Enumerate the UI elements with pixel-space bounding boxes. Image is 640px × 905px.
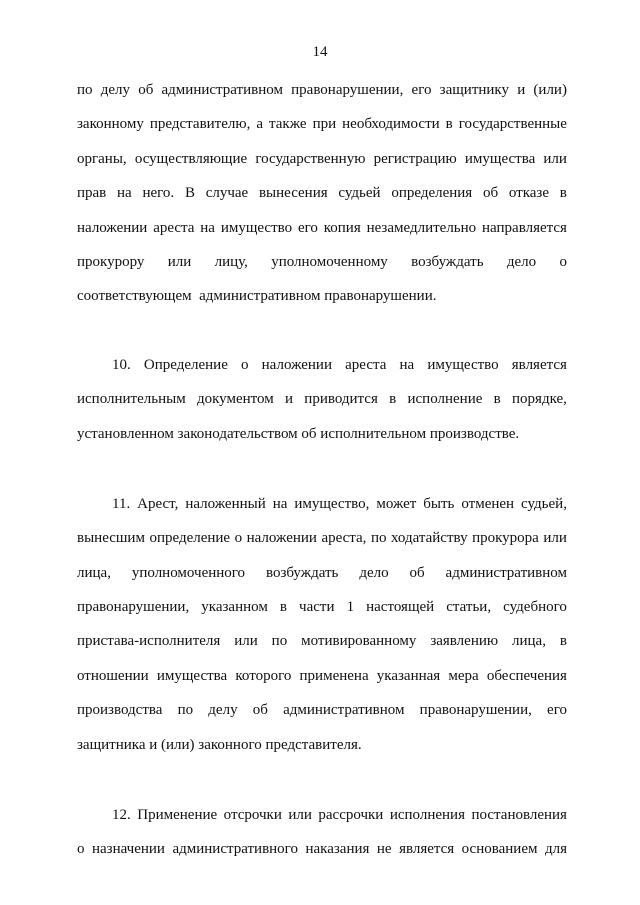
word: или bbox=[234, 633, 258, 650]
word: или bbox=[288, 807, 312, 824]
word: имущество, bbox=[294, 495, 370, 512]
word: в bbox=[445, 116, 453, 133]
word: основанием bbox=[461, 841, 538, 858]
word: производства bbox=[77, 702, 163, 719]
word: органы, bbox=[77, 150, 127, 167]
word: представителю, bbox=[149, 116, 251, 133]
document-body bbox=[77, 80, 567, 874]
word: него. bbox=[142, 185, 175, 202]
word: о bbox=[77, 841, 85, 858]
word: на bbox=[399, 356, 415, 373]
word: в bbox=[559, 185, 567, 202]
word: может bbox=[376, 495, 417, 512]
word: об bbox=[138, 82, 154, 98]
word: наложенный bbox=[185, 495, 266, 512]
word: по bbox=[370, 530, 387, 547]
word: документом bbox=[196, 391, 274, 408]
word: и bbox=[517, 82, 526, 98]
word: на bbox=[272, 495, 288, 512]
text-line bbox=[77, 839, 567, 873]
word: отсрочки bbox=[223, 807, 282, 824]
word: дело bbox=[506, 253, 537, 270]
word: исполнение bbox=[407, 391, 483, 408]
word: ареста bbox=[153, 219, 195, 236]
word: о bbox=[241, 356, 249, 373]
word: имущество bbox=[427, 356, 499, 373]
word: направляется bbox=[482, 219, 567, 236]
word: правонарушении, bbox=[77, 599, 190, 616]
word: определения bbox=[391, 185, 473, 202]
word: наложении bbox=[261, 356, 332, 373]
page-number: 14 bbox=[312, 44, 328, 60]
word: регистрацию bbox=[373, 150, 457, 167]
word: Определение bbox=[143, 356, 228, 373]
word: ходатайству bbox=[390, 530, 468, 547]
word: законному bbox=[77, 116, 144, 133]
word: наказания bbox=[305, 841, 370, 858]
word: имущество bbox=[220, 219, 293, 236]
word: уполномоченному bbox=[271, 253, 388, 270]
word: его bbox=[297, 219, 318, 236]
word: является bbox=[511, 356, 567, 373]
word: не bbox=[376, 841, 392, 858]
word: вынесшим bbox=[77, 530, 145, 547]
word: определение bbox=[149, 530, 231, 547]
word: Применение bbox=[137, 807, 218, 824]
text-line bbox=[77, 389, 567, 423]
word: о bbox=[559, 253, 567, 270]
word: административного bbox=[172, 841, 298, 858]
word: (или) bbox=[533, 82, 567, 98]
word: при bbox=[312, 116, 337, 133]
word: защитнику bbox=[439, 82, 510, 98]
text-line: защитника и (или) законного представителя. bbox=[77, 736, 362, 753]
word: которого bbox=[235, 667, 292, 684]
word: делу bbox=[208, 702, 238, 719]
word: прав bbox=[77, 185, 107, 202]
text-line bbox=[77, 183, 567, 217]
word: отношении bbox=[77, 667, 149, 684]
word: указанная bbox=[376, 667, 441, 684]
word: случае bbox=[205, 185, 249, 202]
word: 1 bbox=[346, 599, 355, 616]
word: в bbox=[493, 391, 501, 408]
word: 12. bbox=[112, 807, 131, 824]
word: по bbox=[77, 82, 93, 98]
word: о bbox=[234, 530, 243, 547]
word: его bbox=[547, 702, 567, 719]
paragraph-11-first-line bbox=[77, 494, 567, 528]
word: возбуждать bbox=[411, 253, 484, 270]
word: об bbox=[482, 185, 499, 202]
word: наложении bbox=[77, 219, 148, 236]
word: или bbox=[543, 530, 567, 547]
word: дело bbox=[359, 564, 389, 581]
word: назначении bbox=[91, 841, 165, 858]
text-line bbox=[77, 597, 567, 631]
word: об bbox=[252, 702, 268, 719]
word: статьи, bbox=[446, 599, 492, 616]
word: применена bbox=[299, 667, 369, 684]
text-line bbox=[77, 218, 567, 252]
text-line bbox=[77, 563, 567, 597]
word: уполномоченного bbox=[131, 564, 246, 581]
word: ареста bbox=[345, 356, 387, 373]
word: административном bbox=[161, 82, 283, 98]
word: судьей bbox=[338, 185, 381, 202]
word: необходимости bbox=[342, 116, 440, 133]
text-line bbox=[77, 114, 567, 148]
word: обеспечения bbox=[486, 667, 567, 684]
word: об bbox=[409, 564, 425, 581]
word: наложении bbox=[246, 530, 317, 547]
word: имущества bbox=[156, 667, 228, 684]
word: правонарушении, bbox=[419, 702, 532, 719]
word: государственную bbox=[255, 150, 366, 167]
word: имущества bbox=[464, 150, 536, 167]
word: настоящей bbox=[366, 599, 435, 616]
word: исполнения bbox=[389, 807, 465, 824]
word: правонарушении, bbox=[291, 82, 404, 98]
text-line bbox=[77, 666, 567, 700]
word: административном bbox=[445, 564, 567, 581]
word: рассрочки bbox=[318, 807, 384, 824]
word: делу bbox=[100, 82, 130, 98]
paragraph-10-first-line bbox=[77, 355, 567, 389]
word: прокурора bbox=[472, 530, 539, 547]
word: отказе bbox=[508, 185, 550, 202]
word: указанном bbox=[201, 599, 268, 616]
word: по bbox=[271, 633, 288, 650]
word: лицу, bbox=[214, 253, 248, 270]
word: копия bbox=[323, 219, 361, 236]
word: незамедлительно bbox=[366, 219, 477, 236]
word: 10. bbox=[112, 356, 131, 373]
word: мера bbox=[448, 667, 479, 684]
word: осуществляющие bbox=[134, 150, 248, 167]
word: в bbox=[559, 633, 567, 650]
word: прокурору bbox=[77, 253, 145, 270]
text-line bbox=[77, 631, 567, 665]
word: является bbox=[399, 841, 455, 858]
text-line bbox=[77, 149, 567, 183]
text-line bbox=[77, 528, 567, 562]
word: заявлению bbox=[430, 633, 499, 650]
text-line: установленном законодательством об исполнительном производстве. bbox=[77, 425, 520, 442]
word: для bbox=[544, 841, 567, 858]
word: вынесения bbox=[258, 185, 328, 202]
word: исполнительным bbox=[77, 391, 186, 408]
word: и bbox=[285, 391, 294, 408]
text-line: соответствующем административном правонарушении. bbox=[77, 288, 437, 305]
word: а bbox=[256, 116, 264, 133]
word: на bbox=[200, 219, 215, 236]
word: административном bbox=[283, 702, 405, 719]
word: судьей, bbox=[521, 495, 567, 512]
word: в bbox=[389, 391, 397, 408]
word: Арест, bbox=[137, 495, 179, 512]
word: лица, bbox=[512, 633, 546, 650]
text-line bbox=[77, 700, 567, 734]
word: порядке, bbox=[512, 391, 567, 408]
word: постановления bbox=[471, 807, 567, 824]
word: или bbox=[543, 150, 567, 167]
word: или bbox=[167, 253, 192, 270]
text-line bbox=[77, 80, 567, 114]
word: по bbox=[177, 702, 194, 719]
word: 11. bbox=[112, 495, 131, 512]
word: также bbox=[269, 116, 307, 133]
text-line bbox=[77, 252, 567, 286]
word: его bbox=[411, 82, 432, 98]
word: на bbox=[117, 185, 132, 202]
word: лица, bbox=[77, 564, 111, 581]
word: пристава-исполнителя bbox=[77, 633, 221, 650]
word: отменен bbox=[461, 495, 515, 512]
word: части bbox=[299, 599, 335, 616]
word: возбуждать bbox=[265, 564, 339, 581]
word: судебного bbox=[503, 599, 567, 616]
paragraph-12-first-line bbox=[77, 805, 567, 839]
word: приводится bbox=[304, 391, 378, 408]
word: государственные bbox=[458, 116, 567, 133]
word: ареста, bbox=[321, 530, 367, 547]
word: быть bbox=[423, 495, 455, 512]
word: в bbox=[279, 599, 287, 616]
word: мотивированному bbox=[301, 633, 417, 650]
word: В bbox=[184, 185, 195, 202]
